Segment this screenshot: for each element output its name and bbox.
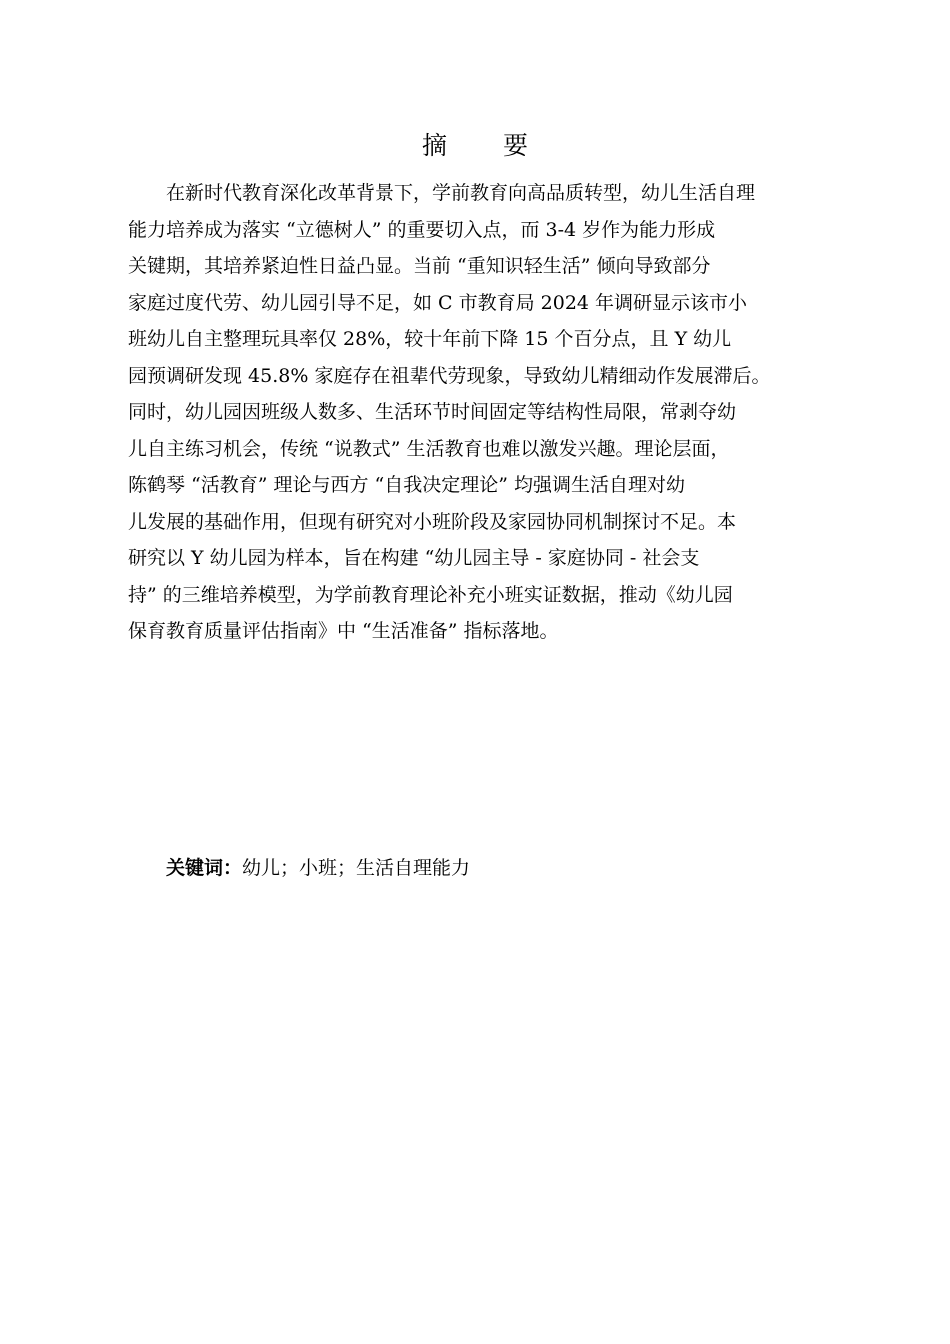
abstract-body bbox=[128, 175, 888, 650]
keywords-line bbox=[166, 851, 470, 885]
keywords-label: 关键词： bbox=[166, 857, 243, 879]
abstract-line: 班幼儿自主整理玩具率仅 28%，较十年前下降 15 个百分点，且 Y 幼儿 bbox=[128, 328, 732, 350]
abstract-line: 儿自主练习机会，传统 “说教式” 生活教育也难以激发兴趣。理论层面， bbox=[128, 437, 730, 460]
abstract-line: 持” 的三维培养模型，为学前教育理论补充小班实证数据，推动《幼儿园 bbox=[128, 583, 733, 606]
abstract-line: 同时，幼儿园因班级人数多、生活环节时间固定等结构性局限，常剥夺幼 bbox=[128, 401, 737, 423]
abstract-line: 儿发展的基础作用，但现有研究对小班阶段及家园协同机制探讨不足。本 bbox=[128, 510, 737, 533]
abstract-line: 陈鹤琴 “活教育” 理论与西方 “自我决定理论” 均强调生活自理对幼 bbox=[128, 474, 686, 496]
abstract-line: 研究以 Y 幼儿园为样本，旨在构建 “幼儿园主导 - 家庭协同 - 社会支 bbox=[128, 547, 700, 569]
abstract-line: 能力培养成为落实 “立德树人” 的重要切入点，而 3-4 岁作为能力形成 bbox=[128, 218, 716, 241]
abstract-line: 保育教育质量评估指南》中 “生活准备” 指标落地。 bbox=[128, 620, 559, 642]
abstract-title: 摘 要 bbox=[422, 131, 552, 160]
abstract-line: 家庭过度代劳、幼儿园引导不足，如 C 市教育局 2024 年调研显示该市小 bbox=[128, 291, 748, 314]
abstract-line: 关键期，其培养紧迫性日益凸显。当前 “重知识轻生活” 倾向导致部分 bbox=[128, 255, 711, 277]
keywords-text: 幼儿；小班；生活自理能力 bbox=[242, 857, 471, 879]
abstract-line: 园预调研发现 45.8% 家庭存在祖辈代劳现象，导致幼儿精细动作发展滞后。 bbox=[128, 364, 771, 387]
abstract-line: 在新时代教育深化改革背景下，学前教育向高品质转型，幼儿生活自理 bbox=[166, 182, 756, 204]
